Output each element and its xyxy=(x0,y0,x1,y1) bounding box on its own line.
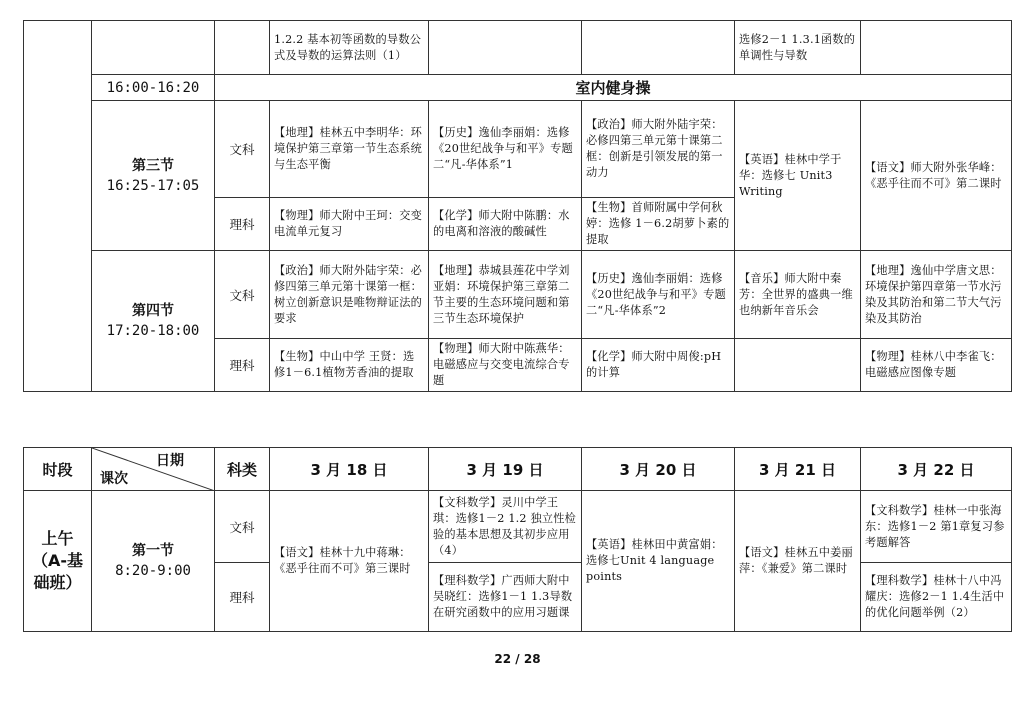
subject-li: 理科 xyxy=(215,339,270,392)
session-time: 16:25-17:05 xyxy=(106,177,200,194)
lesson-cell: 【语文】师大附外张华峰：《恶乎往而不可》第二课时 xyxy=(861,101,1012,251)
header-day: 3 月 20 日 xyxy=(582,448,735,491)
header-diagonal-cell xyxy=(92,448,215,491)
lesson-cell: 【文科数学】桂林一中张海东：选修1－2 第1章复习参考题解答 xyxy=(861,491,1012,563)
morning-wen-row xyxy=(24,491,1012,563)
lesson-cell: 【生物】首师附属中学何秋婷：选修 1－6.2胡萝卜素的提取 xyxy=(582,198,735,251)
header-subject: 科类 xyxy=(215,448,270,491)
lesson-cell: 【生物】中山中学 王贤：选修1－6.1植物芳香油的提取 xyxy=(270,339,429,392)
empty-cell xyxy=(429,21,582,75)
subject-wen: 文科 xyxy=(215,491,270,563)
subject-li: 理科 xyxy=(215,563,270,632)
period-morning xyxy=(24,491,92,632)
session-name: 第四节 xyxy=(132,303,174,319)
session-time: 8:20-9:00 xyxy=(115,563,191,579)
lesson-cell: 【物理】师大附中陈燕华：电磁感应与交变电流综合专题 xyxy=(429,339,582,392)
lesson-cell: 【政治】师大附外陆宇荣：必修四第三单元第十课第一框：树立创新意识是唯物辩证法的要求 xyxy=(270,251,429,339)
session-name: 第三节 xyxy=(132,157,174,174)
session4-wen-row xyxy=(24,251,1012,339)
lesson-cell: 【文科数学】灵川中学王琪：选修1－2 1.2 独立性检验的基本思想及其初步应用（4） xyxy=(429,491,582,563)
lesson-cell: 【化学】师大附中陈鹏：水的电离和溶液的酸碱性 xyxy=(429,198,582,251)
lesson-cell: 【英语】桂林中学于华：选修七 Unit3 Writing xyxy=(735,101,861,251)
lesson-cell: 选修2－1 1.3.1函数的单调性与导数 xyxy=(735,21,861,75)
subject-li: 理科 xyxy=(215,198,270,251)
break-time: 16:00-16:20 xyxy=(92,75,215,101)
lesson-cell: 【政治】师大附外陆宇荣：必修四第三单元第十课第二框：创新是引领发展的第一动力 xyxy=(582,101,735,198)
lesson-cell: 【音乐】师大附中秦芳：全世界的盛典一维也纳新年音乐会 xyxy=(735,251,861,339)
empty-cell xyxy=(92,21,215,75)
session3-label xyxy=(92,101,215,251)
lesson-cell: 【语文】桂林十九中蒋琳：《恶乎往而不可》第三课时 xyxy=(270,491,429,632)
lesson-cell: 【地理】恭城县莲花中学刘亚娟：环境保护第三章第二节主要的生态环境问题和第三节生态环境保护 xyxy=(429,251,582,339)
header-lesson: 课次 xyxy=(100,471,128,487)
empty-cell xyxy=(215,21,270,75)
break-label: 室内健身操 xyxy=(215,75,1012,101)
lesson-cell: 【地理】逸仙中学唐文思：环境保护第四章第一节水污染及其防治和第二节大气污染及其防治 xyxy=(861,251,1012,339)
lesson-cell: 【语文】桂林五中姜丽萍：《兼爱》第二课时 xyxy=(735,491,861,632)
header-day: 3 月 21 日 xyxy=(735,448,861,491)
lesson-cell xyxy=(735,339,861,392)
lesson-cell: 【历史】逸仙李丽娟：选修《20世纪战争与和平》专题二“凡-华体系”1 xyxy=(429,101,582,198)
lesson-cell: 【物理】桂林八中李雀飞：电磁感应图像专题 xyxy=(861,339,1012,392)
lesson-cell: 【物理】师大附中王珂：交变电流单元复习 xyxy=(270,198,429,251)
header-period: 时段 xyxy=(24,448,92,491)
period-line1: 上午 xyxy=(41,529,74,548)
header-day: 3 月 22 日 xyxy=(861,448,1012,491)
period-cell-empty xyxy=(24,21,92,392)
header-date: 日期 xyxy=(156,453,184,469)
schedule-table-top xyxy=(23,20,1012,392)
lesson-cell: 1.2.2 基本初等函数的导数公式及导数的运算法则（1） xyxy=(270,21,429,75)
schedule-table-bottom xyxy=(23,447,1012,632)
page-number: 22 / 28 xyxy=(494,652,541,666)
subject-wen: 文科 xyxy=(215,101,270,198)
row-continued xyxy=(24,21,1012,75)
session1-label xyxy=(92,491,215,632)
header-row xyxy=(24,448,1012,491)
lesson-cell: 【理科数学】广西师大附中吴晓红：选修1－1 1.3导数在研究函数中的应用习题课 xyxy=(429,563,582,632)
lesson-cell: 【化学】师大附中周俊:pH的计算 xyxy=(582,339,735,392)
header-day: 3 月 19 日 xyxy=(429,448,582,491)
empty-cell xyxy=(582,21,735,75)
empty-cell xyxy=(861,21,1012,75)
session-time: 17:20-18:00 xyxy=(106,323,200,339)
session-name: 第一节 xyxy=(132,543,174,559)
subject-wen: 文科 xyxy=(215,251,270,339)
session3-wen-row xyxy=(24,101,1012,198)
lesson-cell: 【历史】逸仙李丽娟：选修《20世纪战争与和平》专题二“凡-华体系”2 xyxy=(582,251,735,339)
lesson-cell: 【英语】桂林田中黄富娟：选修七Unit 4 language points xyxy=(582,491,735,632)
header-day: 3 月 18 日 xyxy=(270,448,429,491)
lesson-cell: 【理科数学】桂林十八中冯耀庆：选修2－1 1.4生活中的优化问题举例（2） xyxy=(861,563,1012,632)
break-row xyxy=(24,75,1012,101)
session4-label xyxy=(92,251,215,392)
lesson-cell: 【地理】桂林五中李明华：环境保护第三章第一节生态系统与生态平衡 xyxy=(270,101,429,198)
period-line2: （A-基础班） xyxy=(31,551,84,592)
